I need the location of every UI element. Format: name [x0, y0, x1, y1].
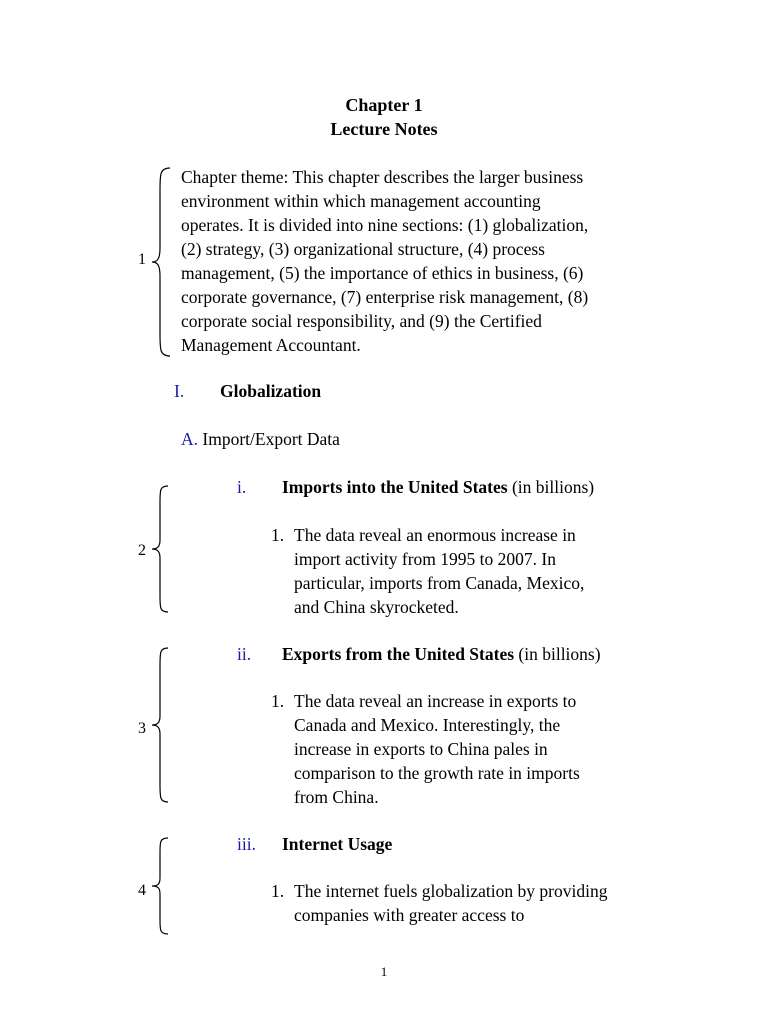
item-suffix: (in billions) [507, 477, 595, 497]
list-text [294, 523, 661, 619]
list-line: from China. [294, 787, 379, 807]
item-suffix: (in billions) [514, 644, 601, 664]
item-numeral: iii. [237, 834, 256, 854]
margin-marker-2: 2 [138, 542, 146, 559]
list-line: increase in exports to China pales in [294, 739, 548, 759]
margin-brace-1 [150, 166, 176, 358]
margin-marker-4: 4 [138, 882, 146, 899]
list-text [294, 689, 661, 809]
item-title: Exports from the United States [282, 644, 515, 664]
lecture-notes-title: Lecture Notes [330, 119, 438, 139]
theme-line: operates. It is divided into nine sections: (1) globalization, [181, 215, 589, 235]
theme-line: environment within which management accounting [181, 191, 541, 211]
list-line: particular, imports from Canada, Mexico, [294, 573, 585, 593]
theme-line: management, (5) the importance of ethics in business, (6) [181, 263, 584, 283]
item-heading-exports [237, 642, 601, 666]
theme-line: corporate governance, (7) enterprise risk management, (8) [181, 287, 589, 307]
section-heading-globalization [174, 379, 321, 403]
theme-line: Chapter theme: This chapter describes the larger business [181, 167, 584, 187]
section-numeral: I. [174, 381, 185, 401]
item-title: Internet Usage [282, 834, 393, 854]
item-heading-internet-usage [237, 832, 392, 856]
margin-brace-2 [150, 484, 176, 614]
list-line: companies with greater access to [294, 905, 525, 925]
theme-line: (2) strategy, (3) organizational structure, (4) process [181, 239, 545, 259]
subsection-heading-import-export [181, 427, 340, 451]
subsection-title: Import/Export Data [202, 429, 340, 449]
margin-brace-4 [150, 836, 176, 936]
list-text [294, 879, 661, 927]
page-number: 1 [380, 964, 388, 979]
theme-line: corporate social responsibility, and (9) the Certified [181, 311, 542, 331]
list-item-internet [271, 879, 661, 927]
theme-line: Management Accountant. [181, 335, 361, 355]
list-line: and China skyrocketed. [294, 597, 459, 617]
list-item-imports [271, 523, 661, 619]
item-title: Imports into the United States [282, 477, 508, 497]
list-item-exports [271, 689, 661, 809]
list-line: Canada and Mexico. Interestingly, the [294, 715, 561, 735]
list-line: The data reveal an increase in exports to [294, 691, 577, 711]
list-number: 1. [271, 881, 285, 901]
item-heading-imports [237, 475, 594, 499]
subsection-letter: A. [181, 429, 199, 449]
margin-marker-3: 3 [138, 720, 146, 737]
list-line: import activity from 1995 to 2007. In [294, 549, 556, 569]
list-number: 1. [271, 691, 285, 711]
item-numeral: ii. [237, 644, 252, 664]
margin-marker-1: 1 [138, 251, 146, 268]
chapter-theme-paragraph [181, 165, 653, 357]
list-line: The internet fuels globalization by providing [294, 881, 608, 901]
list-line: The data reveal an enormous increase in [294, 525, 576, 545]
chapter-title: Chapter 1 [345, 95, 423, 115]
margin-brace-3 [150, 646, 176, 804]
section-title: Globalization [220, 381, 322, 401]
list-number: 1. [271, 525, 285, 545]
item-numeral: i. [237, 477, 247, 497]
list-line: comparison to the growth rate in imports [294, 763, 580, 783]
